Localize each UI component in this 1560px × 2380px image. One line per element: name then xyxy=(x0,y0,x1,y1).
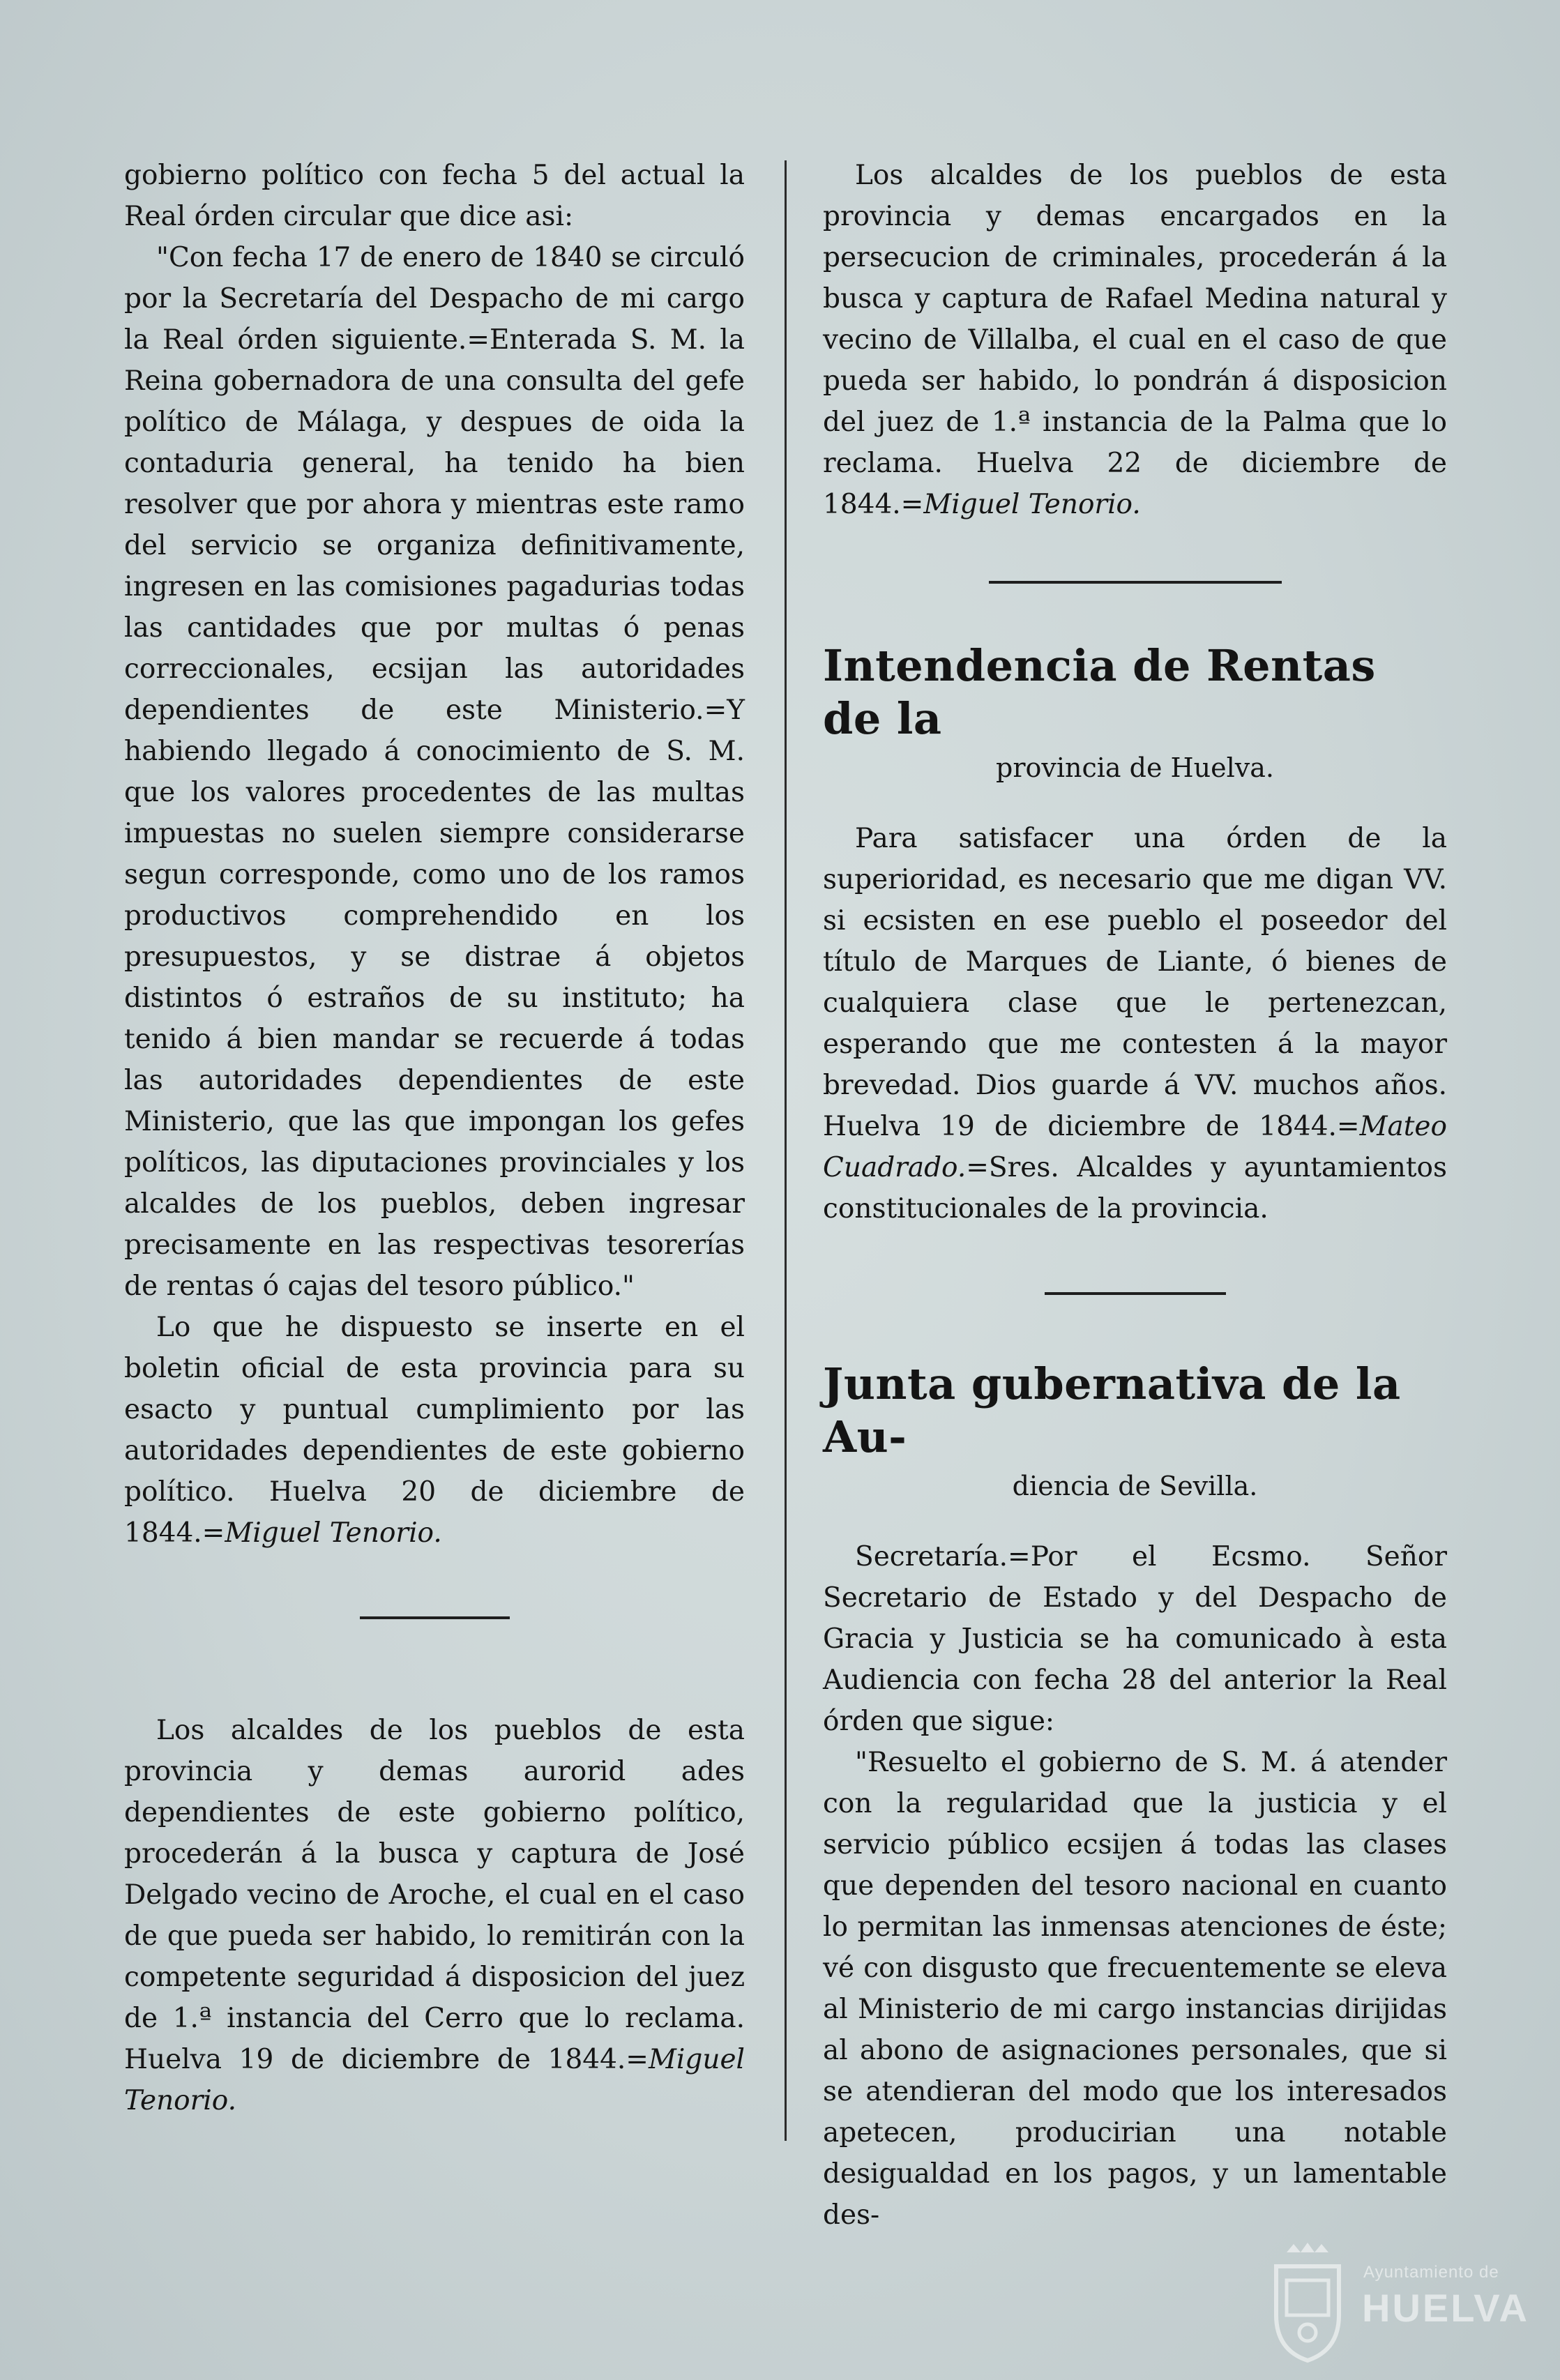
right-paragraph-2-tail: =Sres. Alcaldes y ayuntamientos constitucionales de la provincia. xyxy=(823,1152,1447,1225)
right-paragraph-1-text: Los alcaldes de los pueblos de esta provincia y demas encargados en la persecucion de criminales, procederán á la busca y captura de Rafael Medina natural y vecino de Villalba, el cual en el caso de que pueda ser habido, lo pondrán á disposicion del juez de 1.ª instancia de la Palma que lo reclama. Huelva 22 de diciembre de 1844.= xyxy=(823,160,1447,520)
section-separator xyxy=(1045,1292,1226,1295)
city-crest-icon xyxy=(1266,2238,1349,2364)
logo-title: HUELVA xyxy=(1362,2286,1529,2330)
right-paragraph-3: Secretaría.=Por el Ecsmo. Señor Secretario de Estado y del Despacho de Gracia y Justicia se ha comunicado à esta Audiencia con fecha 28 del anterior la Real órden que sigue: xyxy=(823,1541,1447,1737)
right-paragraph-4: "Resuelto el gobierno de S. M. á atender con la regularidad que la justicia y el servicio público ecsijen á todas las clases que dependen del tesoro nacional en cuanto lo permitan las inmensas atenciones de éste; vé con disgusto que frecuentemente se eleva al Ministerio de mi cargo instancias dirijidas al abono de asignaciones personales, que si se atendieran del modo que los interesados apetecen, producirian una notable desigualdad en los pagos, y un lamentable des- xyxy=(823,1747,1447,2231)
right-paragraph-2 xyxy=(823,818,1447,1229)
watermark-logo xyxy=(1266,2235,1531,2367)
left-paragraph-1: gobierno político con fecha 5 del actual la Real órden circular que dice asi: xyxy=(124,160,745,232)
logo-caption: Ayuntamiento de xyxy=(1363,2263,1499,2282)
signature-mateo-cuadrado: Mateo Cuadrado. xyxy=(823,1111,1447,1183)
left-paragraph-4 xyxy=(124,1710,745,2121)
left-paragraph-4-text: Los alcaldes de los pueblos de esta provincia y demas aurorid ades dependientes de este gobierno político, procederán á la busca y captura de José Delgado vecino de Aroche, el cual en el caso de que pueda ser habido, lo remitirán con la competente seguridad á disposicion del juez de 1.ª instancia del Cerro que lo reclama. Huelva 19 de diciembre de 1844.= xyxy=(124,1715,745,2075)
left-paragraph-2: "Con fecha 17 de enero de 1840 se circuló por la Secretaría del Despacho de mi cargo la Real órden siguiente.=Enterada S. M. la Reina gobernadora de una consulta del gefe político de Málaga, y despues de oida la contaduria general, ha tenido ha bien resolver que por ahora y mientras este ramo del servicio se organiza definitivamente, ingresen en las comisiones pagadurias todas las cantidades que por multas ó penas correccionales, ecsijan las autoridades dependientes de este Ministerio.=Y habiendo llegado á conocimiento de S. M. que los valores procedentes de las multas impuestas no suelen siempre considerarse segun corresponde, como uno de los ramos productivos comprehendido en los presupuestos, y se distrae á objetos distintos ó estraños de su instituto; ha tenido á bien mandar se recuerde á todas las autoridades dependientes de este Ministerio, que las que impongan los gefes políticos, las diputaciones provinciales y los alcaldes de los pueblos, deben ingresar precisamente en las respectivas tesorerías de rentas ó cajas del tesoro público." xyxy=(124,242,745,1302)
left-column xyxy=(124,155,745,2121)
signature-miguel-tenorio: Miguel Tenorio. xyxy=(124,2044,745,2116)
right-column xyxy=(823,155,1447,2236)
section-separator xyxy=(989,581,1282,584)
section-heading-junta: Junta gubernativa de la Au- xyxy=(823,1358,1401,1462)
right-paragraph-1 xyxy=(823,155,1447,525)
section-separator xyxy=(360,1616,510,1619)
signature-miguel-tenorio: Miguel Tenorio. xyxy=(923,489,1141,520)
section-heading-intendencia: Intendencia de Rentas de la xyxy=(823,640,1376,744)
right-paragraph-2-text: Para satisfacer una órden de la superioridad, es necesario que me digan VV. si ecsisten en ese pueblo el poseedor del título de Marques de Liante, ó bienes de cualquiera clase que le pertenezcan, esperando que me contesten á la mayor brevedad. Dios guarde á VV. muchos años. Huelva 19 de diciembre de 1844.= xyxy=(823,823,1447,1142)
left-paragraph-3-text: Lo que he dispuesto se inserte en el boletin oficial de esta provincia para su esacto y puntual cumplimiento por las autoridades dependientes de este gobierno político. Huelva 20 de diciembre de 1844.= xyxy=(124,1312,745,1549)
section-subheading-junta: diencia de Sevilla. xyxy=(1012,1471,1258,1501)
signature-miguel-tenorio: Miguel Tenorio. xyxy=(225,1517,442,1549)
column-divider xyxy=(785,160,787,2141)
left-paragraph-3 xyxy=(124,1307,745,1554)
section-subheading-intendencia: provincia de Huelva. xyxy=(996,752,1274,783)
